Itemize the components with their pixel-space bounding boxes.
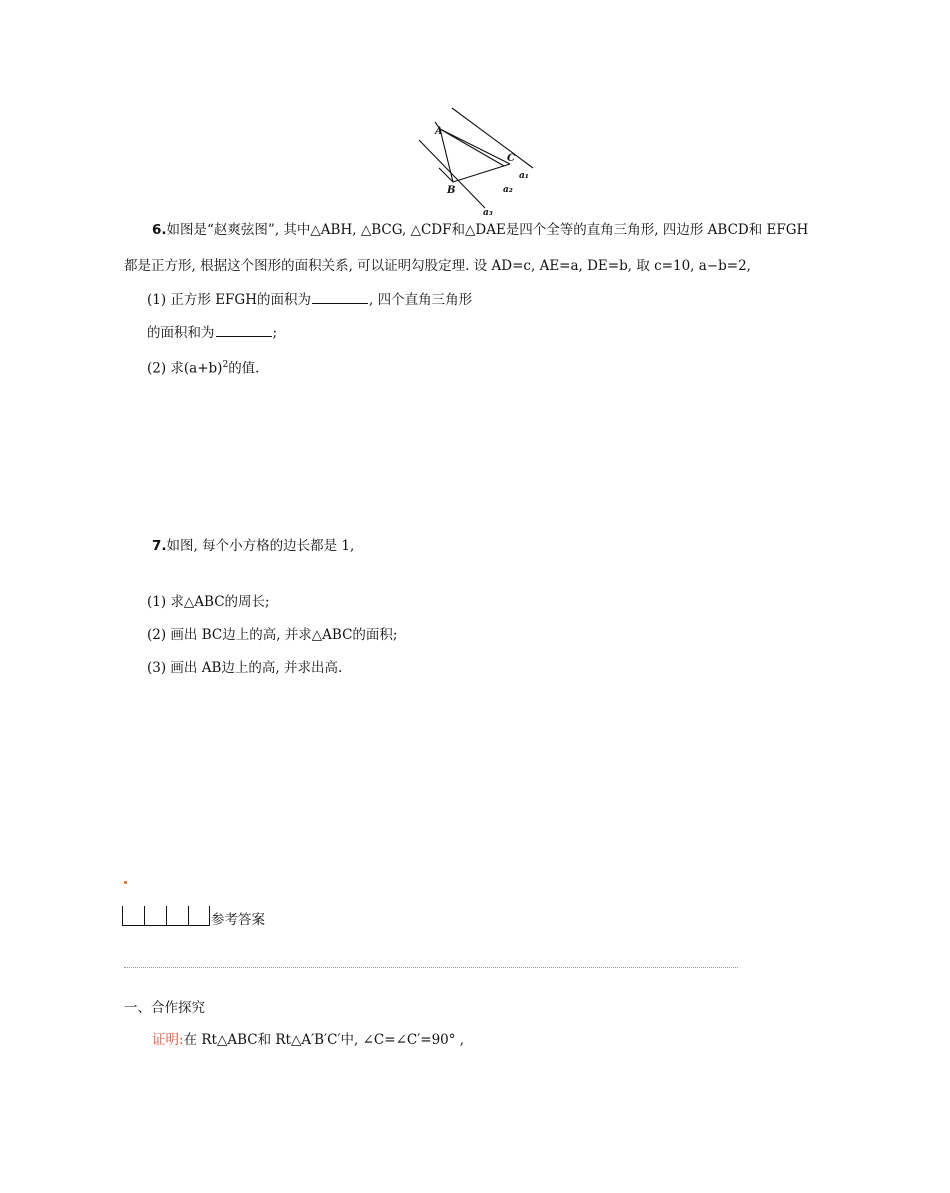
proof-text: 在 Rt△ABC和 Rt△A′B′C′中, ∠C=∠C′=90° , <box>183 1032 465 1048</box>
label-b: B <box>447 185 456 196</box>
q6-part1-d: ; <box>272 325 278 341</box>
q7-text1: 如图, 每个小方格的边长都是 1, <box>166 538 355 554</box>
geometry-figure <box>415 104 545 224</box>
line-a2-part <box>440 129 504 166</box>
q7-number: 7. <box>152 538 167 554</box>
segment-bc <box>453 164 510 182</box>
q6-part1 <box>147 291 472 309</box>
q7-line1 <box>152 537 354 555</box>
q7-part3: (3) 画出 AB边上的高, 并求出高. <box>147 660 343 676</box>
q7-part2: (2) 画出 BC边上的高, 并求△ABC的面积; <box>147 627 398 643</box>
label-a2: a₂ <box>503 185 513 195</box>
segment-ac <box>440 129 510 164</box>
label-a: A <box>435 126 443 137</box>
label-c: C <box>507 153 515 164</box>
q7-part1: (1) 求△ABC的周长; <box>147 594 270 610</box>
answer-blank-1[interactable] <box>312 291 368 304</box>
proof-line <box>152 1031 464 1049</box>
q6-part1-b: , 四个直角三角形 <box>368 292 473 308</box>
orange-dot <box>124 881 127 884</box>
q6-part2-a: (2) 求(a+b) <box>147 360 223 377</box>
q6-part1-a: (1) 正方形 EFGH的面积为 <box>147 292 311 308</box>
answers-title: 参考答案 <box>211 912 265 928</box>
q6-part2-sup: 2 <box>222 360 229 370</box>
q6-part1-cont <box>147 324 277 342</box>
section-heading: 一、合作探究 <box>124 1000 205 1016</box>
separator <box>124 967 738 968</box>
q6-text1: 如图是“赵爽弦图”, 其中△ABH, △BCG, △CDF和△DAE是四个全等的直角三角形, 四边形 ABCD和 EFGH <box>166 222 809 238</box>
proof-label: 证明: <box>152 1032 184 1048</box>
q6-line2: 都是正方形, 根据这个图形的面积关系, 可以证明勾股定理. 设 AD=c, AE=a, DE=b, 取 c=10, a−b=2, <box>124 258 751 274</box>
q6-part1-c: 的面积和为 <box>147 325 215 341</box>
label-a1: a₁ <box>519 171 529 181</box>
line-a3 <box>419 140 485 208</box>
q6-number: 6. <box>152 222 167 238</box>
label-a3: a₃ <box>483 208 493 218</box>
q6-part2-b: 的值. <box>228 360 260 377</box>
parallel-lines-diagram <box>415 104 545 220</box>
q6-line1 <box>152 221 808 239</box>
answer-blank-2[interactable] <box>216 324 272 337</box>
answer-box-icon <box>122 906 210 926</box>
q6-part2 <box>147 356 259 378</box>
